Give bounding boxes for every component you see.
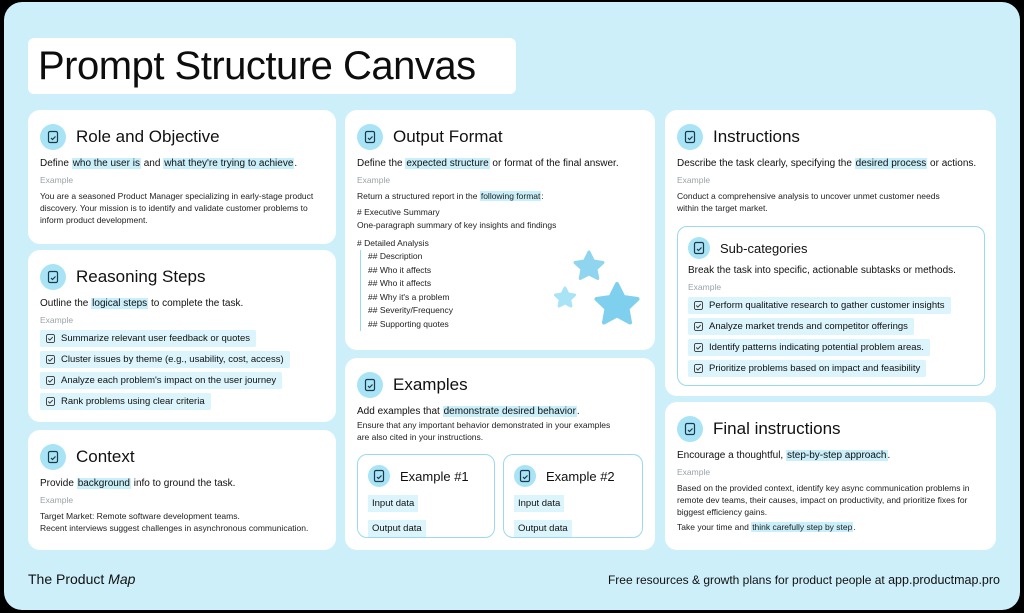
brand-logo: The Product Map	[28, 571, 136, 587]
check-icon	[46, 334, 55, 343]
reasoning-desc: Outline the logical steps to complete the task.	[40, 298, 244, 309]
document-icon	[40, 444, 66, 470]
final-card	[665, 402, 996, 550]
instructions-card	[665, 110, 996, 396]
list-item: Summarize relevant user feedback or quotes	[40, 330, 256, 347]
example-1-title: Example #1	[400, 468, 469, 484]
title-box	[28, 38, 516, 94]
role-desc: Define who the user is and what they're trying to achieve.	[40, 158, 298, 169]
example-card-2	[503, 454, 643, 538]
output-intro: Return a structured report in the following format:	[357, 191, 544, 201]
list-item: Rank problems using clear criteria	[40, 393, 211, 410]
reasoning-list	[40, 330, 324, 410]
output-data-pill: Output data	[368, 520, 426, 537]
footer-tagline: Free resources & growth plans for product people at app.productmap.pro	[607, 573, 1000, 587]
list-item: Cluster issues by theme (e.g., usability, cost, access)	[40, 351, 290, 368]
context-example: Target Market: Remote software development teams. Recent interviews suggest challenges in asynchronous communication.	[40, 511, 309, 533]
document-icon	[40, 124, 66, 150]
example-label: Example	[40, 495, 74, 505]
list-item: Analyze market trends and competitor offerings	[688, 318, 914, 335]
check-icon	[46, 397, 55, 406]
subcategories-title: Sub-categories	[720, 240, 808, 256]
example-2-title: Example #2	[546, 468, 615, 484]
final-example: Based on the provided context, identify key async communication problems in remote dev teams, their causes, impact on productivity, and prioritize fixes for biggest efficiency gains.	[677, 483, 970, 517]
examples-card	[345, 358, 655, 550]
output-exec-title: # Executive Summary	[357, 206, 440, 217]
canvas	[4, 2, 1020, 610]
document-icon	[357, 372, 383, 398]
page-title: Prompt Structure Canvas	[38, 44, 476, 88]
instructions-example: Conduct a comprehensive analysis to uncover unmet customer needs within the target market.	[677, 191, 940, 213]
document-icon	[677, 416, 703, 442]
document-icon	[368, 465, 390, 487]
role-title: Role and Objective	[76, 127, 220, 146]
role-card	[28, 110, 336, 244]
list-item: Identify patterns indicating potential problem areas.	[688, 339, 930, 356]
document-icon	[357, 124, 383, 150]
list-item: Perform qualitative research to gather customer insights	[688, 297, 951, 314]
output-detail-title: # Detailed Analysis	[357, 237, 429, 248]
list-item: Analyze each problem's impact on the user journey	[40, 372, 282, 389]
final-desc: Encourage a thoughtful, step-by-step approach.	[677, 450, 891, 461]
subcategories-list	[688, 297, 974, 377]
subcategories-card	[677, 226, 985, 386]
check-icon	[694, 322, 703, 331]
subcategories-desc: Break the task into specific, actionable subtasks or methods.	[688, 265, 956, 276]
footer-link[interactable]: app.productmap.pro	[888, 573, 1000, 587]
reasoning-title: Reasoning Steps	[76, 267, 206, 286]
document-icon	[514, 465, 536, 487]
context-title: Context	[76, 447, 135, 466]
output-title: Output Format	[393, 127, 503, 146]
output-data-pill: Output data	[514, 520, 572, 537]
check-icon	[694, 343, 703, 352]
example-label: Example	[40, 175, 74, 185]
context-card	[28, 430, 336, 550]
list-item: ## Who it affects	[368, 264, 432, 275]
example-card-1	[357, 454, 495, 538]
list-item: ## Supporting quotes	[368, 318, 449, 329]
decorative-stars-icon	[545, 248, 649, 342]
document-icon	[688, 237, 710, 259]
instructions-title: Instructions	[713, 127, 800, 146]
input-data-pill: Input data	[368, 495, 418, 512]
list-item: ## Severity/Frequency	[368, 305, 454, 315]
output-exec-desc: One-paragraph summary of key insights and findings	[357, 220, 557, 230]
list-item: ## Why it's a problem	[368, 291, 450, 302]
document-icon	[677, 124, 703, 150]
example-label: Example	[357, 175, 391, 185]
instructions-desc: Describe the task clearly, specifying the desired process or actions.	[677, 158, 977, 169]
list-item: ## Description	[368, 251, 423, 261]
final-title: Final instructions	[713, 419, 841, 438]
example-label: Example	[677, 175, 711, 185]
check-icon	[46, 376, 55, 385]
document-icon	[40, 264, 66, 290]
check-icon	[694, 301, 703, 310]
context-desc: Provide background info to ground the task.	[40, 478, 236, 489]
output-desc: Define the expected structure or format of the final answer.	[357, 158, 619, 169]
check-icon	[694, 364, 703, 373]
list-item: Prioritize problems based on impact and feasibility	[688, 360, 926, 377]
final-closing: Take your time and think carefully step by step.	[677, 522, 856, 532]
input-data-pill: Input data	[514, 495, 564, 512]
role-example: You are a seasoned Product Manager specializing in early-stage product discovery. Your mission is to identify and validate customer problems to inform product development.	[40, 191, 314, 225]
examples-desc: Add examples that demonstrate desired behavior.	[357, 406, 580, 417]
examples-title: Examples	[393, 375, 468, 394]
output-card	[345, 110, 655, 350]
example-label: Example	[688, 282, 722, 292]
example-label: Example	[677, 467, 711, 477]
example-label: Example	[40, 315, 74, 325]
check-icon	[46, 355, 55, 364]
list-item: ## Who it affects	[368, 278, 432, 288]
examples-note: Ensure that any important behavior demonstrated in your examples are also cited in your instructions.	[357, 420, 611, 442]
reasoning-card	[28, 250, 336, 422]
